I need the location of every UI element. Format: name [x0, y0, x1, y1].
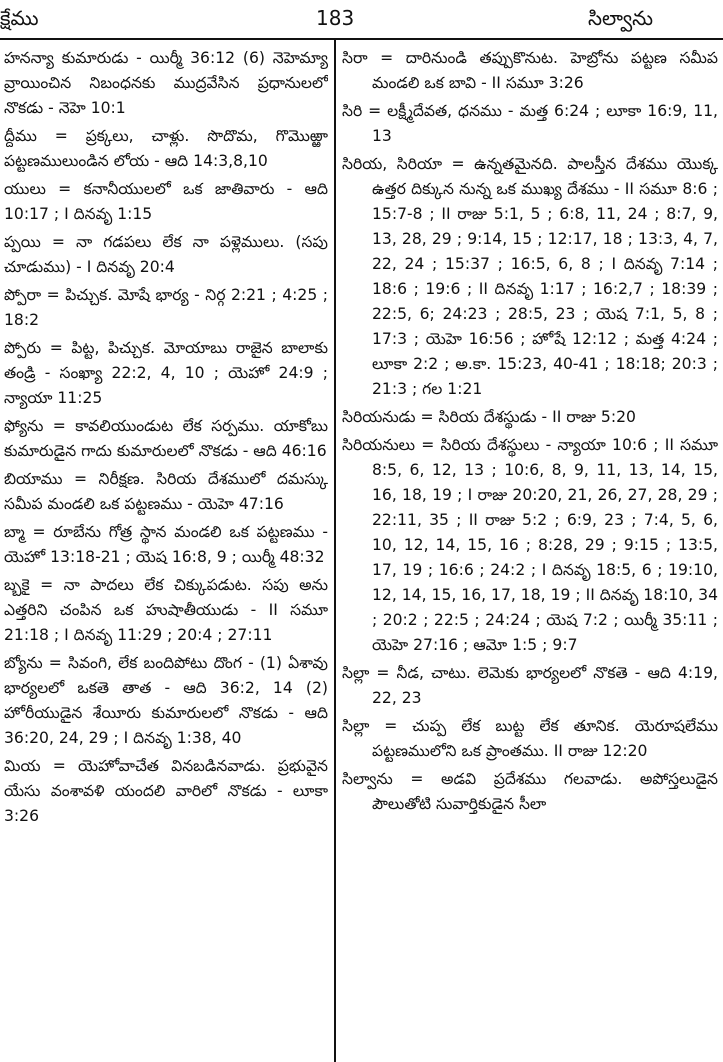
dictionary-entry: బ్యోను = సివంగి, లేక బందిపోటు దొంగ - (1) ఏశావు భార్యలలో ఒకతె తాత - ఆది 36:2, 14 (2) హోరీయుడైన శేయీరు కుమారులలో నొకడు - ఆది 36:20, 24, 29 ; I దినవృ 1:38, 40 — [4, 654, 328, 747]
dictionary-entry: మియ = యెహోవాచేత వినబడినవాడు. ప్రభువైన యేసు వంశావళి యందలి వారిలో నొకడు - లూకా 3:26 — [4, 757, 328, 825]
dictionary-entry: సిరియనుడు = సిరియ దేశస్థుడు - II రాజు 5:20 — [342, 408, 636, 426]
dictionary-entry: ద్దీము = ప్రక్కలు, చాళ్లు. సొదొమ, గొమొఱ్ఱా పట్టణములుండిన లోయ - ఆది 14:3,8,10 — [4, 127, 328, 170]
dictionary-entry: బియాము = నిరీక్షణ. సిరియ దేశములో దమస్కు సమీప మండలి ఒక పట్టణము - యెహె 47:16 — [4, 470, 328, 513]
dictionary-entry: యులు = కనానీయులలో ఒక జాతివారు - ఆది 10:17 ; I దినవృ 1:15 — [4, 180, 328, 223]
dictionary-entry: హనన్యా కుమారుడు - యిర్మీ 36:12 (6) నెహెమ్యా వ్రాయించిన నిబంధనకు ముద్రవేసిన ప్రధానులలో నొకడు - నెహె 10:1 — [4, 49, 328, 117]
page-header — [0, 0, 723, 42]
dictionary-entry: సిల్వాను = అడవి ప్రదేశము గలవాడు. అపోస్తలుడైన పౌలుతోటి సువార్తికుడైన సీలా — [342, 770, 718, 813]
dictionary-entry: సిరి = లక్ష్మీదేవత, ధనము - మత్త 6:24 ; లూకా 16:9, 11, 13 — [342, 102, 718, 145]
column-divider — [334, 40, 336, 1062]
right-column — [342, 46, 718, 1062]
dictionary-entry: బ్మా = రూబేను గోత్ర స్థాన మండలి ఒక పట్టణము - యెహో 13:18-21 ; యెష 16:8, 9 ; యిర్మీ 48:32 — [4, 523, 328, 566]
dictionary-entry: ప్పయి = నా గడపలు లేక నా పళ్లెములు. (సపు చూడుము) - I దినవృ 20:4 — [4, 233, 328, 276]
header-rule — [0, 38, 723, 40]
left-column — [4, 46, 328, 1062]
dictionary-entry: సిరా = దారినుండి తప్పుకొనుట. హెబ్రోను పట్టణ సమీప మండలి ఒక బావి - II సమూ 3:26 — [342, 49, 718, 92]
dictionary-entry: బ్బకై = నా పాదలు లేక చిక్కుపడుట. సపు అను ఎత్తరిని చంపిన ఒక హుషాతీయుడు - II సమూ 21:18 ; I దినవృ 11:29 ; 20:4 ; 27:11 — [4, 576, 328, 644]
dictionary-entry: సిరియనులు = సిరియ దేశస్థులు - న్యాయా 10:6 ; II సమూ 8:5, 6, 12, 13 ; 10:6, 8, 9, 11, 13, 14, 15, 16, 18, 19 ; I రాజు 20:20, 21, 26, 27, 28, 29 ; 22:11, 35 ; II రాజు 5:2 ; 6:9, 23 ; 7:4, 5, 6, 10, 12, 14, 15, 16 ; 8:28, 29 ; 9:15 ; 13:5, 17, 19 ; 16:6 ; 24:2 ; I దినవృ 18:5, 6 ; 19:10, 12, 14, 15, 16, 17, 18, 19 ; II దినవృ 18:10, 34 ; 20:2 ; 22:5 ; 24:24 ; యెష 7:2 ; యిర్మీ 35:11 ; యెహె 27:16 ; ఆమో 1:5 ; 9:7 — [342, 436, 718, 654]
page-number: 183 — [316, 6, 355, 30]
header-left-word: క్షేము — [0, 6, 39, 30]
dictionary-entry: ఫ్యోను = కావలియుండుట లేక సర్పము. యాకోబు కుమారుడైన గాదు కుమారులలో నొకడు - ఆది 46:16 — [4, 417, 328, 460]
dictionary-entry: ప్పోరు = పిట్ట, పిచ్చుక. మోయాబు రాజైన బాలాకు తండ్రి - సంఖ్యా 22:2, 4, 10 ; యెహో 24:9 ; న్యాయా 11:25 — [4, 339, 328, 407]
dictionary-entry: సిల్లా = నీడ, చాటు. లెమెకు భార్యలలో నొకతె - ఆది 4:19, 22, 23 — [342, 664, 718, 707]
dictionary-entry: సిల్లా = చుప్ప లేక బుట్ట లేక తూనిక. యెరూషలేము పట్టణములోని ఒక ప్రాంతము. II రాజు 12:20 — [342, 717, 718, 760]
header-right-word: సిల్వాను — [588, 6, 654, 30]
dictionary-entry: ప్పోరా = పిచ్చుక. మోషే భార్య - నిర్గ 2:21 ; 4:25 ; 18:2 — [4, 286, 328, 329]
dictionary-entry: సిరియ, సిరియా = ఉన్నతమైనది. పాలస్తీన దేశము యొక్క ఉత్తర దిక్కున నున్న ఒక ముఖ్య దేశము - II సమూ 8:6 ; 15:7-8 ; II రాజు 5:1, 5 ; 6:8, 11, 24 ; 8:7, 9, 13, 28, 29 ; 9:14, 15 ; 12:17, 18 ; 13:3, 4, 7, 22, 24 ; 15:37 ; 16:5, 6, 8 ; I దినవృ 7:14 ; 18:6 ; 19:6 ; II దినవృ 1:17 ; 16:2,7 ; 18:39 ; 22:5, 6; 24:23 ; 28:5, 23 ; యెష 7:1, 5, 8 ; 17:3 ; యెహె 16:56 ; హోషే 12:12 ; మత్త 4:24 ; లూకా 2:2 ; అ.కా. 15:23, 40-41 ; 18:18; 20:3 ; 21:3 ; గల 1:21 — [342, 155, 718, 398]
